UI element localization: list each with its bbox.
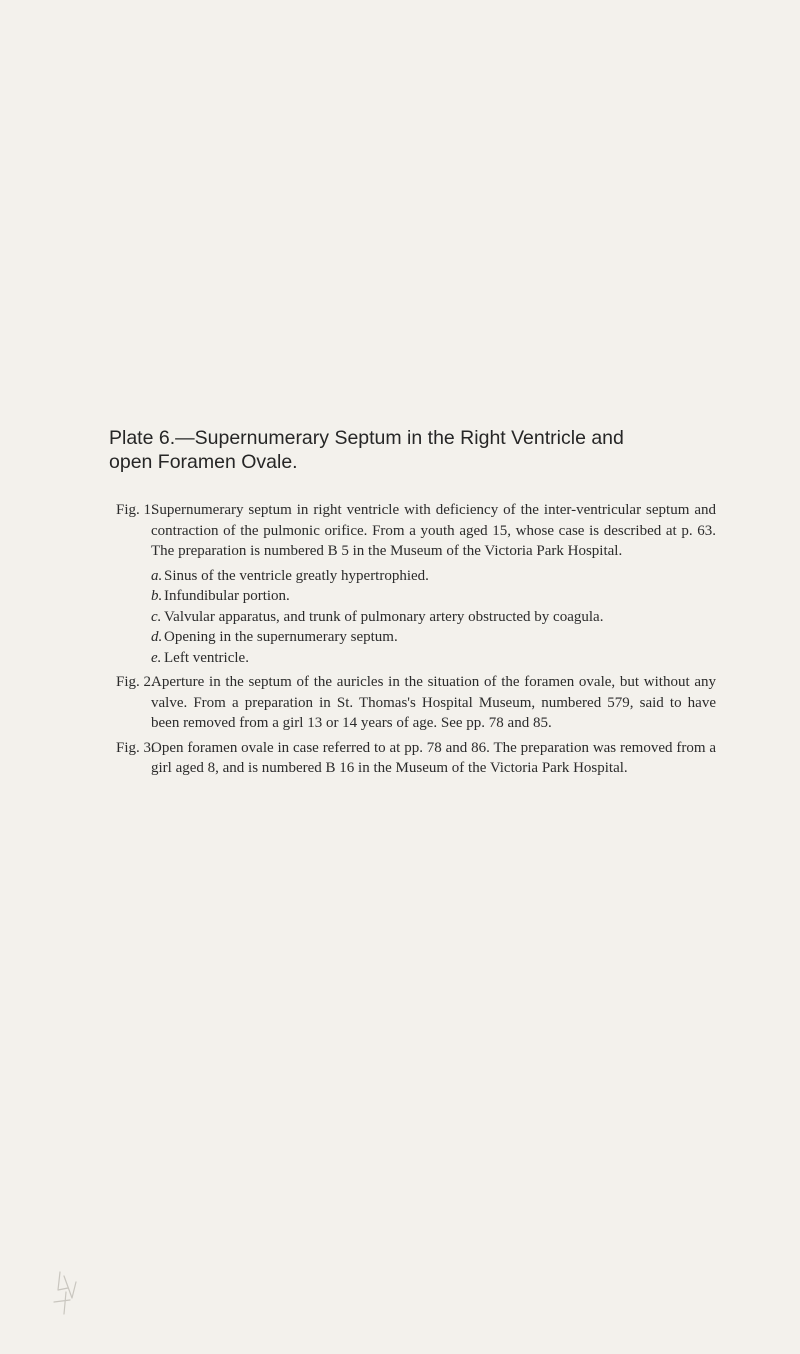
- plate-title-line-1: Plate 6.—Supernumerary Septum in the Right Ventricle and: [109, 427, 624, 449]
- pencil-mark-scribble: [46, 1268, 91, 1318]
- item-a-text: Sinus of the ventricle greatly hypertrophied.: [164, 567, 429, 584]
- figure-1-label: Fig. 1.: [116, 502, 155, 518]
- item-e-text: Left ventricle.: [164, 649, 249, 666]
- figure-1-item-e: [116, 648, 716, 669]
- figure-1-entry: [116, 500, 716, 562]
- item-c-text: Valvular apparatus, and trunk of pulmonary artery obstructed by coagula.: [164, 608, 604, 625]
- item-c-letter: c.: [151, 608, 162, 625]
- figure-1-item-b: [116, 586, 716, 607]
- figure-1-item-a: [116, 566, 716, 587]
- item-b-letter: b.: [151, 588, 163, 604]
- figure-3-text: Open foramen ovale in case referred to at pp. 78 and 86. The preparation was removed from a girl aged 8, and is numbered B 16 in the Museum of the Victoria Park Hospital.: [151, 739, 716, 776]
- figure-1-item-c: [116, 607, 716, 628]
- figure-descriptions: [116, 500, 716, 783]
- item-e-letter: e.: [151, 649, 162, 666]
- plate-title-line-2: open Foramen Ovale.: [109, 451, 298, 473]
- figure-1-text: Supernumerary septum in right ventricle with deficiency of the inter-ventricular septum and contraction of the pulmonic orifice. From a youth aged 15, whose case is described at p. 63. The preparation is numbered B 5 in the Museum of the Victoria Park Hospital.: [151, 502, 716, 559]
- item-b-text: Infundibular portion.: [164, 588, 290, 604]
- item-d-letter: d.: [151, 629, 163, 645]
- item-d-text: Opening in the supernumerary septum.: [164, 629, 398, 645]
- figure-2-label: Fig. 2.: [116, 674, 155, 690]
- item-a-letter: a.: [151, 567, 163, 584]
- figure-3-entry: [116, 738, 716, 779]
- figure-2-text: Aperture in the septum of the auricles in the situation of the foramen ovale, but without any valve. From a preparation in St. Thomas's Hospital Museum, numbered 579, said to have been removed from a girl 13 or 14 years of age. See pp. 78 and 85.: [151, 674, 716, 731]
- plate-title: [109, 426, 719, 474]
- figure-3-label: Fig. 3.: [116, 739, 155, 756]
- figure-2-entry: [116, 672, 716, 734]
- figure-1-item-d: [116, 627, 716, 648]
